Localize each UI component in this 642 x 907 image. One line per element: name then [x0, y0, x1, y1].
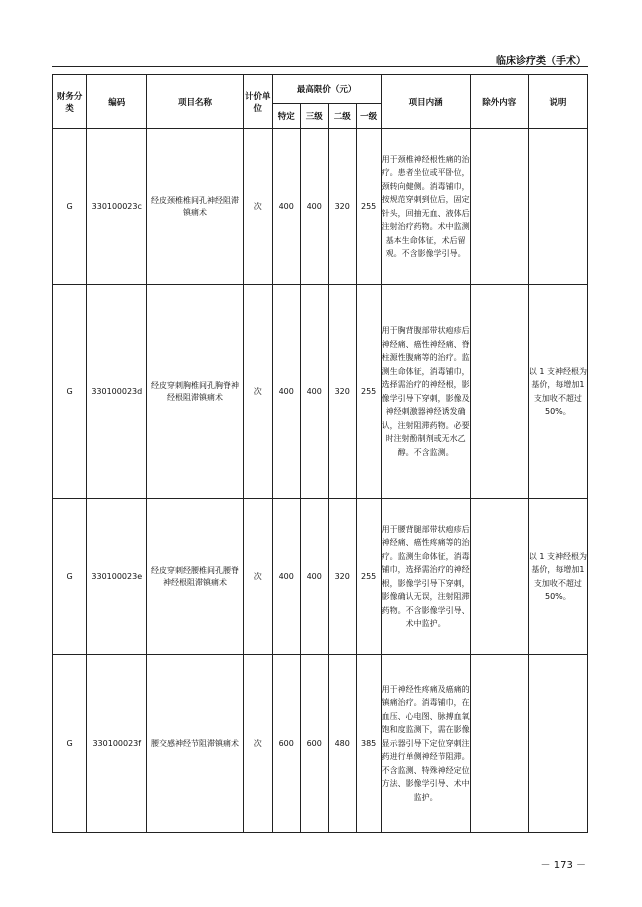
page-number: － 173 －	[540, 860, 586, 871]
cell-price-tier1: 385	[356, 655, 381, 833]
cell-code: 330100023c	[87, 129, 147, 285]
cell-category: G	[53, 655, 87, 833]
cell-content: 用于神经性疼痛及癌痛的镇痛治疗。消毒铺巾，在血压、心电图、脉搏血氧饱和度监测下，需在影像显示器引导下定位穿刺注药进行单侧神经节阻滞。不含监测、特殊神经定位方法、影像学引导、术中监护。	[381, 655, 470, 833]
cell-price-tier3: 400	[300, 129, 328, 285]
header-tier-2: 二级	[328, 104, 356, 129]
table-row	[53, 499, 588, 655]
cell-name: 经皮穿刺经腰椎间孔腰脊神经根阻滞镇痛术	[147, 499, 243, 655]
cell-price-tier2: 320	[328, 129, 356, 285]
cell-content: 用于胸背腹部带状疱疹后神经痛、癌性神经痛、脊柱源性腹痛等的治疗。监测生命体征，消毒铺巾，选择需治疗的神经根，影像学引导下穿刺，影像及神经刺激器神经诱发确认，注射阻滞药物。必要时注射酚制剂或无水乙醇。不含监测。	[381, 285, 470, 499]
cell-price-special: 600	[272, 655, 300, 833]
cell-name: 经皮颈椎椎间孔神经阻滞镇痛术	[147, 129, 243, 285]
cell-exclusions	[470, 499, 528, 655]
cell-notes	[528, 129, 587, 285]
cell-price-tier1: 255	[356, 129, 381, 285]
cell-code: 330100023d	[87, 285, 147, 499]
cell-exclusions	[470, 655, 528, 833]
header-code: 编码	[87, 75, 147, 129]
cell-name: 腰交感神经节阻滞镇痛术	[147, 655, 243, 833]
cell-price-special: 400	[272, 499, 300, 655]
cell-content: 用于腰背腿部带状疱疹后神经痛、癌性疼痛等的治疗。监测生命体征，消毒铺巾，选择需治疗的神经根，影像学引导下穿刺，影像确认无误，注射阻滞药物。不含影像学引导、术中监护。	[381, 499, 470, 655]
header-tier-special: 特定	[272, 104, 300, 129]
table-row	[53, 655, 588, 833]
header-price-group: 最高限价（元）	[272, 75, 381, 104]
cell-unit: 次	[243, 285, 272, 499]
header-tier-1: 一级	[356, 104, 381, 129]
header-unit: 计价单位	[243, 75, 272, 129]
header-notes: 说明	[528, 75, 587, 129]
page-header	[52, 52, 588, 67]
header-content: 项目内涵	[381, 75, 470, 129]
cell-category: G	[53, 129, 87, 285]
cell-price-tier2: 320	[328, 499, 356, 655]
section-title: 临床诊疗类（手术）	[496, 56, 586, 67]
cell-price-tier3: 400	[300, 285, 328, 499]
cell-category: G	[53, 285, 87, 499]
cell-exclusions	[470, 129, 528, 285]
table-row	[53, 129, 588, 285]
cell-unit: 次	[243, 129, 272, 285]
cell-notes: 以 1 支神经根为基价，每增加1支加收不超过50%。	[528, 499, 587, 655]
cell-price-special: 400	[272, 285, 300, 499]
cell-price-tier3: 400	[300, 499, 328, 655]
cell-price-tier1: 255	[356, 285, 381, 499]
cell-price-tier1: 255	[356, 499, 381, 655]
fee-table	[52, 74, 588, 833]
cell-price-tier2: 480	[328, 655, 356, 833]
cell-price-tier3: 600	[300, 655, 328, 833]
cell-price-special: 400	[272, 129, 300, 285]
cell-exclusions	[470, 285, 528, 499]
cell-price-tier2: 320	[328, 285, 356, 499]
cell-name: 经皮穿刺胸椎间孔胸脊神经根阻滞镇痛术	[147, 285, 243, 499]
cell-code: 330100023f	[87, 655, 147, 833]
header-exclusions: 除外内容	[470, 75, 528, 129]
header-category: 财务分类	[53, 75, 87, 129]
header-tier-3: 三级	[300, 104, 328, 129]
cell-notes: 以 1 支神经根为基价，每增加1支加收不超过50%。	[528, 285, 587, 499]
cell-category: G	[53, 499, 87, 655]
cell-code: 330100023e	[87, 499, 147, 655]
table-row	[53, 285, 588, 499]
cell-unit: 次	[243, 499, 272, 655]
cell-notes	[528, 655, 587, 833]
cell-content: 用于颈椎神经根性痛的治疗。患者坐位或平卧位，颈转向健侧。消毒铺巾，按规范穿刺到位后，固定针头，回抽无血、液体后注射治疗药物。术中监测基本生命体征，术后留观。不含影像学引导。	[381, 129, 470, 285]
header-name: 项目名称	[147, 75, 243, 129]
cell-unit: 次	[243, 655, 272, 833]
